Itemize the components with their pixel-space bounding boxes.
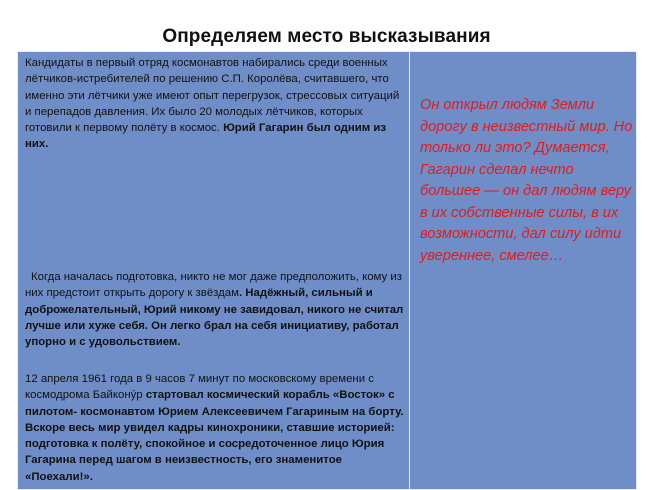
- column-divider: [409, 52, 410, 489]
- paragraph-launch-bold: стартовал космический корабль «Восток» с пилотом- космонавтом Юрием Алексеевичем Гагариным на борту. Вскоре весь мир увидел кадры кинохроники, ставшие историей: подготовка к полёту, спокойное и сосредоточенное лицо Юрия Гагарина перед шагом в неизвестность, его знаменитое «Поехали!».: [25, 389, 404, 483]
- paragraph-training-bold: . Надёжный, сильный и доброжелательный, Юрий никому не завидовал, никого не считал лучше или хуже себя. Он легко брал на себя инициативу, работал упорно и с удовольствием.: [25, 287, 404, 349]
- paragraph-training: [25, 269, 407, 350]
- paragraph-selection: [25, 55, 407, 153]
- quote-text: Он открыл людям Земли дорогу в неизвестный мир. Но только ли это? Думается, Гагарин сделал нечто большее — он дал людям веру в их собственные силы, в их возможности, дал силу идти увереннее, смелее…: [420, 97, 633, 264]
- paragraph-training-text: Когда началась подготовка, никто не мог даже предположить, кому из них предстоит открыть дорогу к звёздам: [25, 271, 402, 300]
- slide-title: Определяем место высказывания: [162, 26, 491, 47]
- paragraph-selection-text: Кандидаты в первый отряд космонавтов набирались среди военных лётчиков-истребителей по решению С.П. Королёва, считавшего, что именно эти лётчики уже имеют опыт перегрузок, стрессовых ситуаций и перепадов давления. Их было 20 молодых лётчиков, которых готовили к первому полёту в космос.: [25, 57, 400, 135]
- paragraph-launch: [25, 371, 407, 485]
- content-table: [17, 51, 637, 490]
- left-column: [25, 55, 407, 487]
- paragraph-launch-text: 12 апреля 1961 года в 9 часов 7 минут по московскому времени с космодрома Байконýр: [25, 373, 374, 402]
- paragraph-selection-bold: Юрий Гагарин был одним из них.: [25, 122, 387, 151]
